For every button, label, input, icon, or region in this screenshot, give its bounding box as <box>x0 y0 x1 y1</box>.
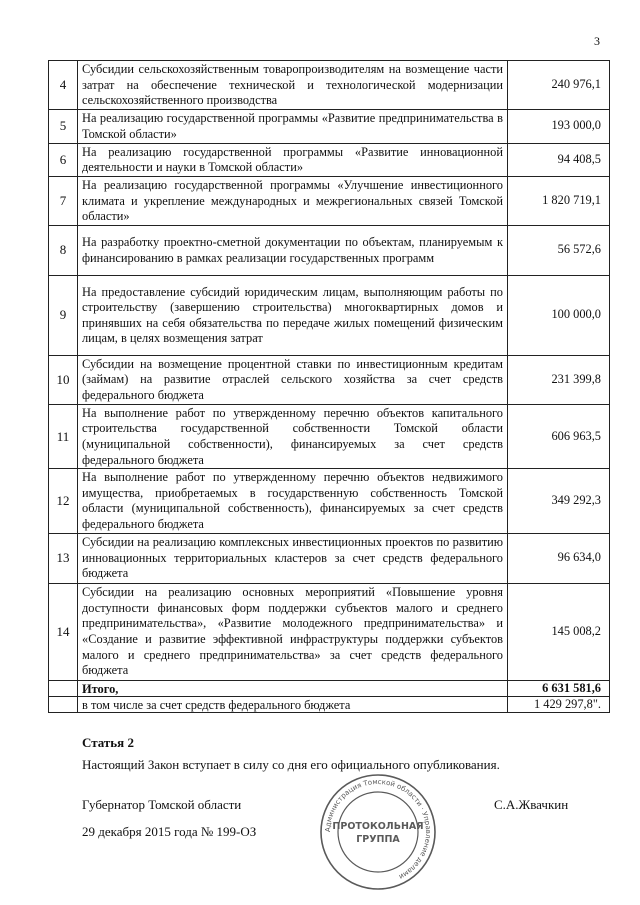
row-amount: 193 000,0 <box>508 109 610 143</box>
row-description: Субсидии на реализацию основных мероприятий «Повышение уровня доступности финансовых форм поддержки субъектов малого и среднего предпринимательства», «Развитие молодежного предпринимательства» и «Создание и развитие эффективной инфраструктуры поддержки субъектов малого и среднего предпринимательства» за счет средств федерального бюджета <box>78 583 508 680</box>
table-row <box>49 143 610 176</box>
row-description: Субсидии сельскохозяйственным товаропроизводителям на возмещение части затрат на обеспечение технической и технологической модернизации сельскохозяйственного производства <box>78 61 508 110</box>
stamp-inner-ring <box>338 792 418 872</box>
row-number: 14 <box>49 583 78 680</box>
row-number: 6 <box>49 143 78 176</box>
table-row <box>49 355 610 404</box>
row-amount: 94 408,5 <box>508 143 610 176</box>
row-amount: 240 976,1 <box>508 61 610 110</box>
total-amount: 6 631 581,6 <box>508 680 610 696</box>
row-description: На реализацию государственной программы «Развитие инновационной деятельности и науки в Томской области» <box>78 143 508 176</box>
total-row <box>49 680 610 696</box>
stamp-center-line1: ПРОТОКОЛЬНАЯ <box>332 821 424 832</box>
row-number: 10 <box>49 355 78 404</box>
row-amount: 231 399,8 <box>508 355 610 404</box>
row-number: 4 <box>49 61 78 110</box>
row-description: На реализацию государственной программы «Развитие предпринимательства в Томской области» <box>78 109 508 143</box>
stamp-outer-text: Администрация Томской области · Управление делами <box>323 777 433 881</box>
table-row <box>49 583 610 680</box>
row-number: 13 <box>49 533 78 583</box>
row-description: На разработку проектно-сметной документации по объектам, планируемым к финансированию в рамках реализации государственных программ <box>78 225 508 275</box>
row-number: 8 <box>49 225 78 275</box>
row-description: Субсидии на возмещение процентной ставки по инвестиционным кредитам (займам) на развитие отраслей сельского хозяйства за счет средств федерального бюджета <box>78 355 508 404</box>
row-number: 11 <box>49 404 78 468</box>
law-text: Настоящий Закон вступает в силу со дня его официального опубликования. <box>82 757 500 772</box>
total-label: Итого, <box>78 680 508 696</box>
law-date: 29 декабря 2015 года № 199-ОЗ <box>82 824 257 839</box>
table-row <box>49 275 610 355</box>
federal-row <box>49 696 610 712</box>
row-amount: 349 292,3 <box>508 469 610 533</box>
budget-rows <box>49 61 610 713</box>
row-amount: 606 963,5 <box>508 404 610 468</box>
table-row <box>49 225 610 275</box>
federal-amount: 1 429 297,8". <box>508 696 610 712</box>
row-amount: 56 572,6 <box>508 225 610 275</box>
governor-name: С.А.Жвачкин <box>494 797 569 812</box>
stamp-center-line2: ГРУППА <box>356 834 400 845</box>
row-amount: 1 820 719,1 <box>508 176 610 225</box>
table-row <box>49 404 610 468</box>
row-amount: 96 634,0 <box>508 533 610 583</box>
row-amount: 145 008,2 <box>508 583 610 680</box>
row-description: На реализацию государственной программы «Улучшение инвестиционного климата и укрепление международных и межрегиональных связей Томской области» <box>78 176 508 225</box>
governor-title: Губернатор Томской области <box>82 797 242 812</box>
budget-table <box>48 60 610 713</box>
row-description: Субсидии на реализацию комплексных инвестиционных проектов по развитию инновационных территориальных кластеров за счет средств федерального бюджета <box>78 533 508 583</box>
row-number: 7 <box>49 176 78 225</box>
row-number: 12 <box>49 469 78 533</box>
row-description: На выполнение работ по утвержденному перечню объектов капитального строительства государственной собственности Томской области (муниципальной собственности), финансируемых за счет средств федерального бюджета <box>78 404 508 468</box>
row-description: На выполнение работ по утвержденному перечню объектов недвижимого имущества, приобретаемых в государственную собственность Томской области (муниципальной собственность), финансируемых за счет средств федерального бюджета <box>78 469 508 533</box>
federal-label: в том числе за счет средств федерального бюджета <box>78 696 508 712</box>
table-row <box>49 109 610 143</box>
row-description: На предоставление субсидий юридическим лицам, выполняющим работы по строительству (завершению строительства) многоквартирных домов и принявших на себя обязательства по передаче жилых помещений физическим лицам, в целях возмещения затрат <box>78 275 508 355</box>
row-amount: 100 000,0 <box>508 275 610 355</box>
table-row <box>49 469 610 533</box>
row-number: 5 <box>49 109 78 143</box>
article-heading: Статья 2 <box>82 735 134 750</box>
official-stamp <box>318 772 438 892</box>
row-number: 9 <box>49 275 78 355</box>
table-row <box>49 61 610 110</box>
table-row <box>49 176 610 225</box>
table-row <box>49 533 610 583</box>
page-number: 3 <box>594 34 600 48</box>
